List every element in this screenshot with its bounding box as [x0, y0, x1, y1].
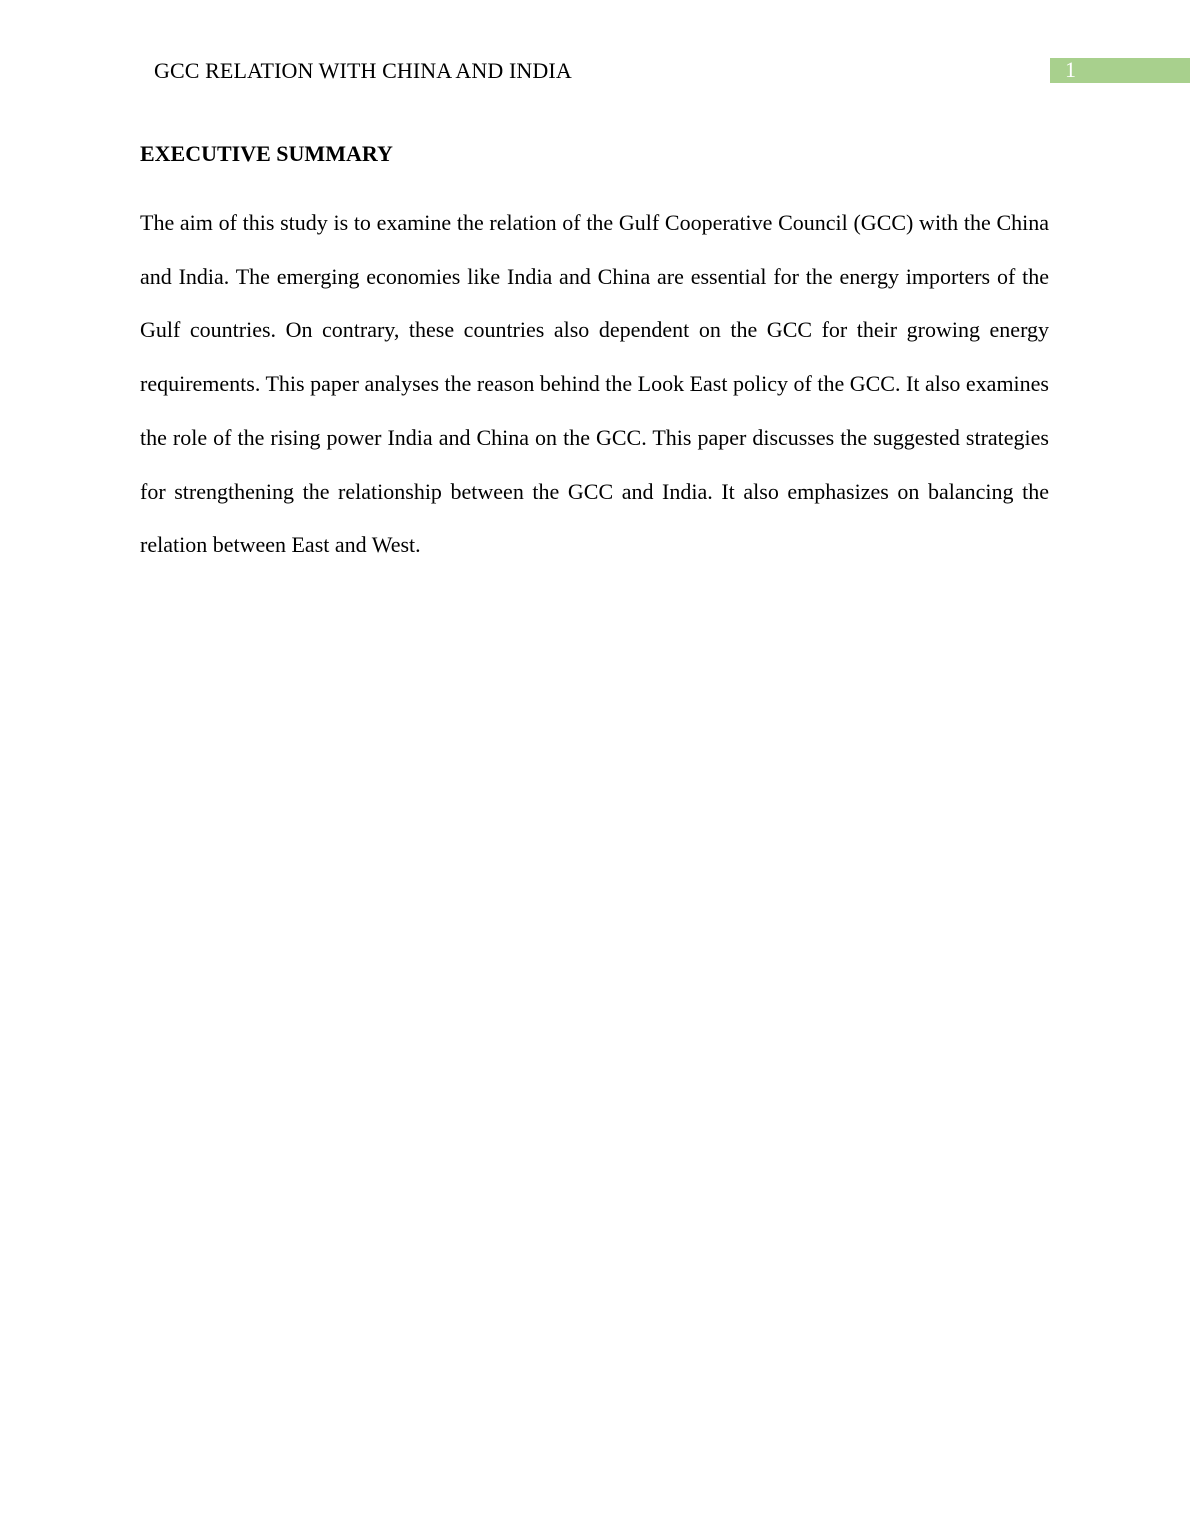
executive-summary-paragraph: The aim of this study is to examine the relation of the Gulf Cooperative Council (GCC) with the China and India. The emerging economies like India and China are essential for the energy importers of the Gulf countries. On contrary, these countries also dependent on the GCC for their growing energy requirements. This paper analyses the reason behind the Look East policy of the GCC. It also examines the role of the rising power India and China on the GCC. This paper discusses the suggested strategies for strengthening the relationship between the GCC and India. It also emphasizes on balancing the relation between East and West.	[140, 210, 1049, 558]
page-number-badge	[1050, 58, 1190, 83]
page-number: 1	[1065, 57, 1076, 82]
running-head: GCC RELATION WITH CHINA AND INDIA	[154, 58, 572, 83]
section-title: EXECUTIVE SUMMARY	[140, 141, 393, 166]
